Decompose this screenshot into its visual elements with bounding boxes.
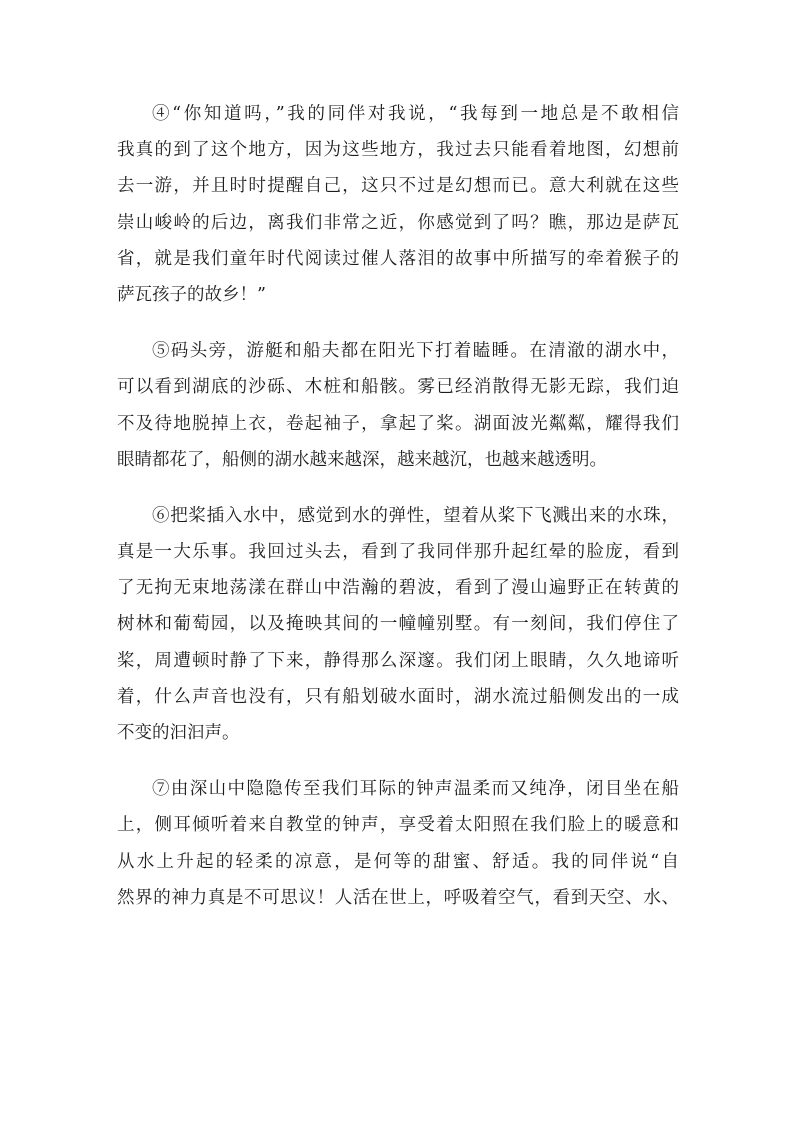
paragraph-line: 眼睛都花了，船侧的湖水越来越深，越来越沉，也越来越透明。 bbox=[117, 449, 607, 470]
article-body bbox=[117, 96, 679, 936]
paragraph-line: 我真的到了这个地方，因为这些地方，我过去只能看着地图，幻想前 bbox=[117, 140, 679, 161]
paragraph-line: 省，就是我们童年时代阅读过催人落泪的故事中所描写的牵着猴子的 bbox=[117, 248, 679, 269]
paragraph-line: 不变的汩汩声。 bbox=[117, 723, 240, 743]
paragraph-6 bbox=[117, 498, 679, 751]
paragraph-line: 着，什么声音也没有，只有船划破水面时，湖水流过船侧发出的一成 bbox=[117, 686, 679, 707]
paragraph-line: 萨瓦孩子的故乡！” bbox=[117, 284, 266, 305]
paragraph-line: 桨，周遭顿时静了下来，静得那么深邃。我们闭上眼睛，久久地谛听 bbox=[117, 650, 679, 671]
paragraph-line: 可以看到湖底的沙砾、木桩和船骸。雾已经消散得无影无踪，我们迫 bbox=[117, 377, 679, 398]
paragraph-line: 然界的神力真是不可思议！人活在世上，呼吸着空气，看到天空、水、 bbox=[117, 887, 679, 908]
paragraph-5 bbox=[117, 333, 679, 478]
paragraph-line: 从水上升起的轻柔的凉意，是何等的甜蜜、舒适。我的同伴说“自 bbox=[117, 851, 679, 872]
paragraph-line: 了无拘无束地荡漾在群山中浩瀚的碧波，看到了漫山遍野正在转黄的 bbox=[117, 578, 679, 599]
paragraph-line: 树林和葡萄园，以及掩映其间的一幢幢别墅。有一刻间，我们停住了 bbox=[117, 614, 679, 635]
paragraph-line: ④“你知道吗，”我的同伴对我说，“我每到一地总是不敢相信 bbox=[152, 104, 679, 124]
paragraph-line: 去一游，并且时时提醒自己，这只不过是幻想而已。意大利就在这些 bbox=[117, 176, 679, 197]
paragraph-line: ⑦由深山中隐隐传至我们耳际的钟声温柔而又纯净，闭目坐在船 bbox=[152, 779, 679, 800]
paragraph-line: 不及待地脱掉上衣，卷起袖子，拿起了桨。湖面波光粼粼，耀得我们 bbox=[117, 413, 679, 434]
paragraph-line: ⑤码头旁，游艇和船夫都在阳光下打着瞌睡。在清澈的湖水中， bbox=[152, 341, 679, 362]
paragraph-4 bbox=[117, 96, 679, 313]
paragraph-7 bbox=[117, 771, 679, 916]
paragraph-line: 真是一大乐事。我回过头去，看到了我同伴那升起红晕的脸庞，看到 bbox=[117, 542, 679, 563]
paragraph-line: 上，侧耳倾听着来自教堂的钟声，享受着太阳照在我们脸上的暖意和 bbox=[117, 815, 679, 836]
paragraph-line: 崇山峻岭的后边，离我们非常之近，你感觉到了吗？瞧，那边是萨瓦 bbox=[117, 212, 679, 233]
paragraph-line: ⑥把桨插入水中，感觉到水的弹性，望着从桨下飞溅出来的水珠， bbox=[152, 505, 679, 526]
